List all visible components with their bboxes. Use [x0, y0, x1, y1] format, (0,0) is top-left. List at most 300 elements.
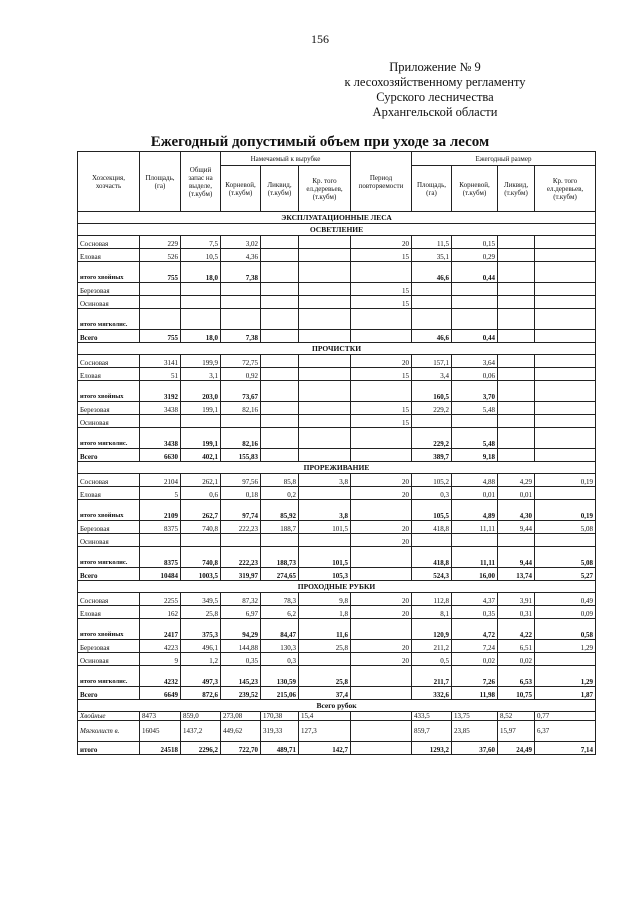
table-cell: 3438 — [140, 428, 181, 449]
header-species: Хозсекция, хозчасть — [78, 152, 140, 212]
header-area: Площадь, (га) — [140, 152, 181, 212]
table-cell: 375,3 — [181, 619, 221, 640]
subtotal-row — [78, 619, 596, 640]
table-cell: 3,02 — [221, 236, 261, 249]
table-cell — [221, 415, 261, 428]
table-cell — [261, 381, 299, 402]
table-cell: 10,5 — [181, 249, 221, 262]
table-cell: 9 — [140, 653, 181, 666]
table-cell: 0,58 — [535, 619, 596, 640]
table-cell: 160,5 — [412, 381, 452, 402]
table-cell: 7,14 — [535, 742, 596, 755]
table-cell: 3,8 — [299, 500, 351, 521]
table-cell — [299, 415, 351, 428]
table-cell: 4,36 — [221, 249, 261, 262]
table-cell: 2417 — [140, 619, 181, 640]
table-cell — [498, 449, 535, 462]
table-cell — [351, 428, 412, 449]
table-cell — [351, 449, 412, 462]
table-cell: 199,9 — [181, 355, 221, 368]
table-cell — [261, 283, 299, 296]
table-cell — [535, 309, 596, 330]
row-label: Сосновая — [78, 355, 140, 368]
table-cell: 155,83 — [221, 449, 261, 462]
table-cell: 203,0 — [181, 381, 221, 402]
table-cell: 497,3 — [181, 666, 221, 687]
table-cell: 755 — [140, 262, 181, 283]
row-label: Всего — [78, 687, 140, 700]
table-cell: 0,44 — [452, 262, 498, 283]
table-cell: 229,2 — [412, 428, 452, 449]
table-cell — [412, 415, 452, 428]
table-cell — [535, 402, 596, 415]
total-row — [78, 330, 596, 343]
table-cell: 0,19 — [535, 500, 596, 521]
table-cell: 20 — [351, 606, 412, 619]
table-cell: 3,8 — [299, 474, 351, 487]
table-cell: 0,6 — [181, 487, 221, 500]
subtotal-row — [78, 381, 596, 402]
table-cell — [498, 262, 535, 283]
table-cell: 130,3 — [261, 640, 299, 653]
table-body — [78, 212, 596, 755]
table-cell — [299, 262, 351, 283]
table-cell: 142,7 — [299, 742, 351, 755]
table-cell — [498, 415, 535, 428]
table-cell: 105,2 — [412, 474, 452, 487]
table-cell: 162 — [140, 606, 181, 619]
table-cell: 94,29 — [221, 619, 261, 640]
group-header-row — [78, 462, 596, 474]
group-header-row — [78, 343, 596, 355]
table-cell: 9,18 — [452, 449, 498, 462]
table-cell — [299, 487, 351, 500]
table-cell: 2296,2 — [181, 742, 221, 755]
table-cell: 0,29 — [452, 249, 498, 262]
table-cell: 15 — [351, 402, 412, 415]
table-cell: 10,75 — [498, 687, 535, 700]
table-cell: 496,1 — [181, 640, 221, 653]
table-cell — [261, 262, 299, 283]
table-row — [78, 415, 596, 428]
table-cell: 3192 — [140, 381, 181, 402]
table-cell: 105,3 — [299, 568, 351, 581]
table-cell: 5,08 — [535, 547, 596, 568]
header-root: Корневой, (т.кубм) — [221, 166, 261, 212]
table-cell — [351, 687, 412, 700]
table-row — [78, 283, 596, 296]
table-cell: 332,6 — [412, 687, 452, 700]
table-cell: 2104 — [140, 474, 181, 487]
table-cell: 87,32 — [221, 593, 261, 606]
table-row — [78, 487, 596, 500]
table-cell: 4,88 — [452, 474, 498, 487]
table-cell — [412, 296, 452, 309]
table-cell: 2255 — [140, 593, 181, 606]
table-cell: 9,44 — [498, 547, 535, 568]
subtotal-row — [78, 309, 596, 330]
table-cell: 0,2 — [261, 487, 299, 500]
table-cell: 0,3 — [412, 487, 452, 500]
table-cell: 349,5 — [181, 593, 221, 606]
table-cell — [535, 283, 596, 296]
table-cell: 15 — [351, 368, 412, 381]
table-cell: 97,74 — [221, 500, 261, 521]
table-cell — [412, 283, 452, 296]
table-cell: 4,30 — [498, 500, 535, 521]
table-cell: 8,1 — [412, 606, 452, 619]
table-cell: 15 — [351, 249, 412, 262]
table-cell: 20 — [351, 236, 412, 249]
row-label: Осиновая — [78, 296, 140, 309]
table-cell: 15 — [351, 415, 412, 428]
table-cell: 7,26 — [452, 666, 498, 687]
table-cell: 11,11 — [452, 521, 498, 534]
table-cell: 15,4 — [299, 712, 351, 721]
table-cell: 872,6 — [181, 687, 221, 700]
table-cell: 6,51 — [498, 640, 535, 653]
table-cell: 0,31 — [498, 606, 535, 619]
table-cell — [261, 415, 299, 428]
table-cell: 20 — [351, 487, 412, 500]
table-cell: 46,6 — [412, 330, 452, 343]
table-cell — [535, 449, 596, 462]
table-cell: 7,5 — [181, 236, 221, 249]
table-cell — [498, 283, 535, 296]
table-cell — [140, 415, 181, 428]
table-cell: 101,5 — [299, 547, 351, 568]
row-label: итого мягколис. — [78, 666, 140, 687]
group-title: ПРОРЕЖИВАНИЕ — [78, 462, 596, 474]
table-cell: 73,67 — [221, 381, 261, 402]
table-cell — [351, 547, 412, 568]
table-cell: 20 — [351, 653, 412, 666]
table-row — [78, 606, 596, 619]
table-cell: 72,75 — [221, 355, 261, 368]
table-cell — [535, 428, 596, 449]
table-cell: 0,44 — [452, 330, 498, 343]
table-cell: 319,97 — [221, 568, 261, 581]
table-cell: 188,73 — [261, 547, 299, 568]
row-label: Березовая — [78, 640, 140, 653]
table-cell — [535, 487, 596, 500]
table-cell: 25,8 — [181, 606, 221, 619]
table-cell — [351, 309, 412, 330]
table-cell — [351, 619, 412, 640]
table-cell — [535, 534, 596, 547]
header-group-planned: Намечаемый к вырубке — [221, 152, 351, 166]
table-cell: 1003,5 — [181, 568, 221, 581]
table-cell: 0,49 — [535, 593, 596, 606]
table-cell — [181, 415, 221, 428]
table-cell — [299, 355, 351, 368]
table-cell — [221, 309, 261, 330]
table-cell: 199,1 — [181, 402, 221, 415]
table-cell: 4,29 — [498, 474, 535, 487]
table-cell: 20 — [351, 593, 412, 606]
table-cell: 524,3 — [412, 568, 452, 581]
row-label: Сосновая — [78, 593, 140, 606]
table-cell: 3,64 — [452, 355, 498, 368]
table-cell — [535, 249, 596, 262]
table-cell — [261, 428, 299, 449]
table-header — [78, 152, 596, 212]
table-row — [78, 712, 596, 721]
table-cell: 755 — [140, 330, 181, 343]
table-cell: 526 — [140, 249, 181, 262]
table-cell — [261, 355, 299, 368]
table-cell: 319,33 — [261, 721, 299, 742]
table-cell: 11,11 — [452, 547, 498, 568]
table-cell — [261, 402, 299, 415]
table-cell: 24518 — [140, 742, 181, 755]
table-cell: 0,01 — [452, 487, 498, 500]
row-label: Всего — [78, 449, 140, 462]
table-cell — [261, 534, 299, 547]
table-cell: 389,7 — [412, 449, 452, 462]
table-cell — [412, 309, 452, 330]
table-cell: 23,85 — [452, 721, 498, 742]
table-cell — [221, 283, 261, 296]
table-cell: 0,09 — [535, 606, 596, 619]
table-cell — [261, 309, 299, 330]
table-cell: 0,01 — [498, 487, 535, 500]
table-cell: 211,7 — [412, 666, 452, 687]
table-row — [78, 402, 596, 415]
table-cell: 262,1 — [181, 474, 221, 487]
appendix-header — [320, 60, 550, 120]
row-label: Березовая — [78, 402, 140, 415]
table-cell: 740,8 — [181, 521, 221, 534]
table-cell: 0,5 — [412, 653, 452, 666]
subtotal-row — [78, 547, 596, 568]
table-cell: 433,5 — [412, 712, 452, 721]
table-cell: 3,4 — [412, 368, 452, 381]
appendix-line: Приложение № 9 — [389, 60, 481, 74]
table-row — [78, 249, 596, 262]
table-cell: 740,8 — [181, 547, 221, 568]
table-cell: 82,16 — [221, 428, 261, 449]
table-cell: 20 — [351, 640, 412, 653]
table-cell: 112,8 — [412, 593, 452, 606]
table-cell: 239,52 — [221, 687, 261, 700]
table-cell: 489,71 — [261, 742, 299, 755]
table-cell: 229 — [140, 236, 181, 249]
table-cell: 5,48 — [452, 402, 498, 415]
group-title: ПРОЧИСТКИ — [78, 343, 596, 355]
subtotal-row — [78, 500, 596, 521]
table-cell — [299, 236, 351, 249]
table-cell: 120,9 — [412, 619, 452, 640]
table-cell — [299, 381, 351, 402]
table-cell: 16045 — [140, 721, 181, 742]
table-cell — [221, 534, 261, 547]
table-cell: 145,23 — [221, 666, 261, 687]
table-cell — [498, 428, 535, 449]
table-cell: 25,8 — [299, 666, 351, 687]
table-cell: 0,18 — [221, 487, 261, 500]
table-cell: 3,1 — [181, 368, 221, 381]
row-label: итого мягколис. — [78, 547, 140, 568]
table-cell — [498, 368, 535, 381]
table-cell: 18,0 — [181, 330, 221, 343]
table-cell — [412, 534, 452, 547]
table-cell: 5,48 — [452, 428, 498, 449]
table-cell — [498, 355, 535, 368]
group-title: ПРОХОДНЫЕ РУБКИ — [78, 581, 596, 593]
table-cell: 20 — [351, 521, 412, 534]
table-cell: 0,19 — [535, 474, 596, 487]
table-cell: 5,08 — [535, 521, 596, 534]
table-cell: 130,59 — [261, 666, 299, 687]
table-cell — [351, 712, 412, 721]
table-cell: 13,74 — [498, 568, 535, 581]
table-cell: 85,92 — [261, 500, 299, 521]
table-cell: 16,00 — [452, 568, 498, 581]
table-cell: 0,35 — [221, 653, 261, 666]
table-cell: 229,2 — [412, 402, 452, 415]
table-cell — [452, 534, 498, 547]
table-cell: 13,75 — [452, 712, 498, 721]
table-cell: 402,1 — [181, 449, 221, 462]
table-cell: 7,24 — [452, 640, 498, 653]
table-cell — [498, 309, 535, 330]
table-cell: 262,7 — [181, 500, 221, 521]
table-cell — [351, 721, 412, 742]
table-cell — [351, 742, 412, 755]
table-cell: 20 — [351, 534, 412, 547]
row-label: Еловая — [78, 606, 140, 619]
row-label: Сосновая — [78, 474, 140, 487]
table-cell: 78,3 — [261, 593, 299, 606]
table-cell — [535, 355, 596, 368]
table-cell — [181, 534, 221, 547]
table-row — [78, 296, 596, 309]
table-cell: 5,27 — [535, 568, 596, 581]
table-cell: 273,08 — [221, 712, 261, 721]
table-cell: 9,8 — [299, 593, 351, 606]
row-label: итого — [78, 742, 140, 755]
table-cell: 8375 — [140, 521, 181, 534]
table-cell: 51 — [140, 368, 181, 381]
table-row — [78, 721, 596, 742]
table-cell — [452, 283, 498, 296]
table-cell: 25,8 — [299, 640, 351, 653]
table-cell: 8375 — [140, 547, 181, 568]
forest-care-volume-table — [77, 151, 596, 755]
table-cell: 6,97 — [221, 606, 261, 619]
table-cell: 15,97 — [498, 721, 535, 742]
table-cell — [140, 534, 181, 547]
table-cell: 35,1 — [412, 249, 452, 262]
table-cell — [535, 368, 596, 381]
table-cell: 1437,2 — [181, 721, 221, 742]
group-header-row — [78, 700, 596, 712]
table-row — [78, 236, 596, 249]
appendix-line: к лесохозяйственному регламенту — [344, 75, 526, 89]
table-cell: 3,91 — [498, 593, 535, 606]
table-cell: 15 — [351, 283, 412, 296]
table-cell — [351, 500, 412, 521]
header-bigwood: Кр. того ел.деревьев, (т.кубм) — [299, 166, 351, 212]
table-cell — [535, 653, 596, 666]
table-cell — [261, 449, 299, 462]
table-cell: 7,38 — [221, 262, 261, 283]
row-label: Березовая — [78, 521, 140, 534]
header-liquid-annual: Ликвид, (т.кубм) — [498, 166, 535, 212]
table-cell — [181, 283, 221, 296]
row-label: итого хвойных — [78, 262, 140, 283]
subtotal-row — [78, 428, 596, 449]
table-cell — [299, 534, 351, 547]
table-cell — [452, 296, 498, 309]
table-cell: 0,02 — [498, 653, 535, 666]
total-row — [78, 449, 596, 462]
total-row — [78, 568, 596, 581]
table-cell: 3438 — [140, 402, 181, 415]
table-cell — [351, 568, 412, 581]
table-cell — [351, 330, 412, 343]
page-number: 156 — [311, 32, 329, 46]
header-root-annual: Корневой, (т.кубм) — [452, 166, 498, 212]
table-cell — [299, 653, 351, 666]
header-liquid: Ликвид, (т.кубм) — [261, 166, 299, 212]
table-cell: 20 — [351, 474, 412, 487]
table-cell: 0,02 — [452, 653, 498, 666]
table-cell: 0,06 — [452, 368, 498, 381]
table-cell: 4,72 — [452, 619, 498, 640]
table-cell — [535, 381, 596, 402]
table-cell: 105,5 — [412, 500, 452, 521]
table-cell: 6630 — [140, 449, 181, 462]
table-cell — [535, 330, 596, 343]
row-label: Березовая — [78, 283, 140, 296]
row-label: итого хвойных — [78, 619, 140, 640]
table-cell — [498, 402, 535, 415]
table-cell — [299, 428, 351, 449]
table-cell — [299, 330, 351, 343]
table-cell: 215,06 — [261, 687, 299, 700]
document-title: Ежегодный допустимый объем при уходе за лесом — [150, 134, 490, 150]
table-cell: 18,0 — [181, 262, 221, 283]
table-cell: 199,1 — [181, 428, 221, 449]
table-cell: 274,65 — [261, 568, 299, 581]
table-cell: 4223 — [140, 640, 181, 653]
table-cell — [140, 309, 181, 330]
table-row — [78, 474, 596, 487]
table-cell: 0,35 — [452, 606, 498, 619]
table-cell: 8473 — [140, 712, 181, 721]
table-cell — [535, 415, 596, 428]
row-label: Еловая — [78, 249, 140, 262]
appendix-line: Сурского лесничества — [376, 90, 494, 104]
table-cell: 8,52 — [498, 712, 535, 721]
table-cell — [351, 666, 412, 687]
table-cell — [261, 368, 299, 381]
row-label: Осиновая — [78, 653, 140, 666]
table-cell — [299, 402, 351, 415]
table-cell: 82,16 — [221, 402, 261, 415]
table-cell: 0,92 — [221, 368, 261, 381]
table-cell: 1293,2 — [412, 742, 452, 755]
table-cell: 4,37 — [452, 593, 498, 606]
group-header-row — [78, 581, 596, 593]
table-cell: 1,87 — [535, 687, 596, 700]
table-cell — [351, 262, 412, 283]
table-cell: 418,8 — [412, 521, 452, 534]
table-cell: 859,7 — [412, 721, 452, 742]
table-cell — [299, 309, 351, 330]
